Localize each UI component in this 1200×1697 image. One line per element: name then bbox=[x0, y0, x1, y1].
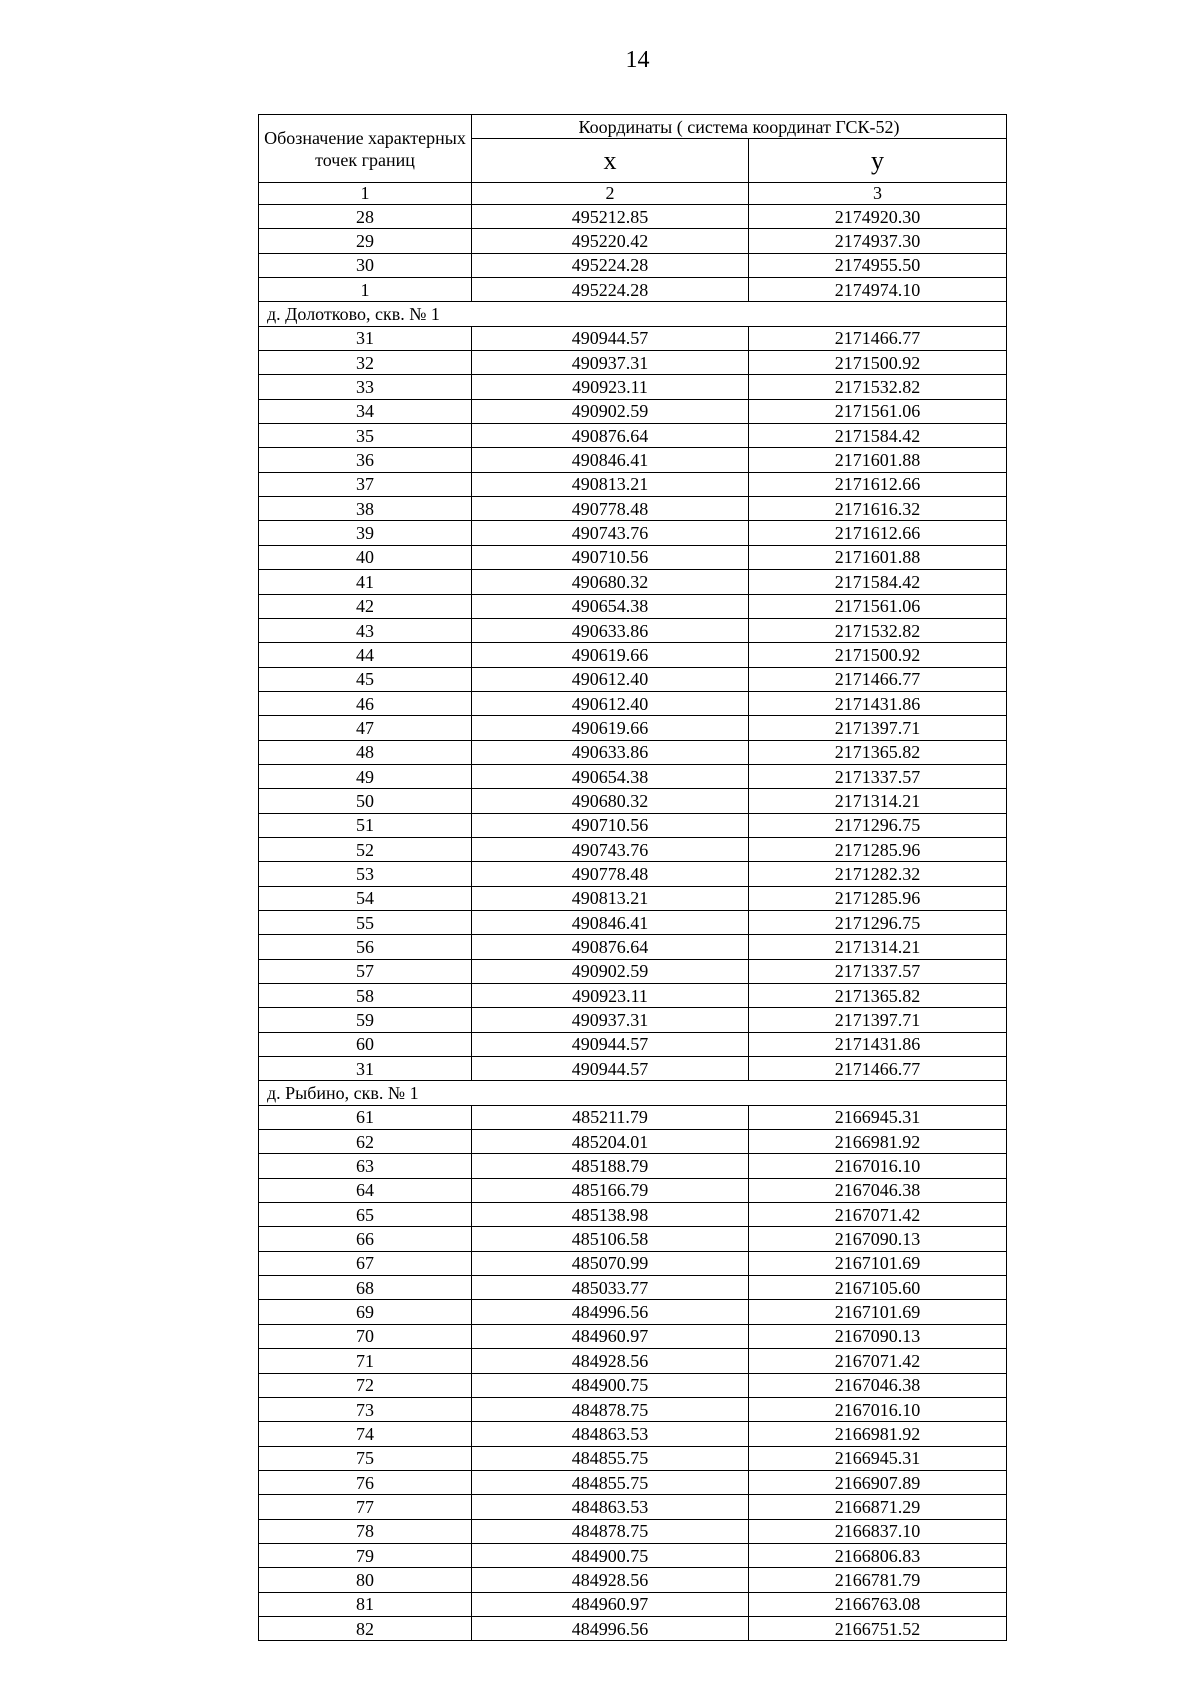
x-coordinate-cell: 490902.59 bbox=[472, 959, 749, 983]
x-coordinate-cell: 490619.66 bbox=[472, 643, 749, 667]
table-row bbox=[259, 1373, 1007, 1397]
point-id-cell: 32 bbox=[259, 351, 472, 375]
x-coordinate-cell: 485106.58 bbox=[472, 1227, 749, 1251]
table-row bbox=[259, 910, 1007, 934]
point-id-cell: 56 bbox=[259, 935, 472, 959]
x-coordinate-cell: 490680.32 bbox=[472, 570, 749, 594]
y-coordinate-cell: 2167090.13 bbox=[749, 1324, 1007, 1348]
x-coordinate-cell: 490876.64 bbox=[472, 935, 749, 959]
point-id-cell: 49 bbox=[259, 764, 472, 788]
y-coordinate-cell: 2167101.69 bbox=[749, 1251, 1007, 1275]
table-row bbox=[259, 1105, 1007, 1129]
section-row bbox=[259, 302, 1007, 326]
header-y: y bbox=[749, 139, 1007, 183]
y-coordinate-cell: 2171616.32 bbox=[749, 497, 1007, 521]
x-coordinate-cell: 490633.86 bbox=[472, 740, 749, 764]
table-row bbox=[259, 594, 1007, 618]
x-coordinate-cell: 484855.75 bbox=[472, 1470, 749, 1494]
x-coordinate-cell: 485166.79 bbox=[472, 1178, 749, 1202]
x-coordinate-cell: 484960.97 bbox=[472, 1324, 749, 1348]
y-coordinate-cell: 2171500.92 bbox=[749, 351, 1007, 375]
table-body bbox=[259, 205, 1007, 1641]
table-row bbox=[259, 253, 1007, 277]
x-coordinate-cell: 490937.31 bbox=[472, 1008, 749, 1032]
point-id-cell: 30 bbox=[259, 253, 472, 277]
y-coordinate-cell: 2171561.06 bbox=[749, 399, 1007, 423]
table-row bbox=[259, 643, 1007, 667]
column-number-3: 3 bbox=[749, 183, 1007, 205]
point-id-cell: 33 bbox=[259, 375, 472, 399]
section-row bbox=[259, 1081, 1007, 1105]
y-coordinate-cell: 2171466.77 bbox=[749, 1057, 1007, 1081]
x-coordinate-cell: 490944.57 bbox=[472, 1032, 749, 1056]
x-coordinate-cell: 484960.97 bbox=[472, 1592, 749, 1616]
table-row bbox=[259, 959, 1007, 983]
y-coordinate-cell: 2166981.92 bbox=[749, 1422, 1007, 1446]
x-coordinate-cell: 490846.41 bbox=[472, 910, 749, 934]
point-id-cell: 54 bbox=[259, 886, 472, 910]
x-coordinate-cell: 490846.41 bbox=[472, 448, 749, 472]
y-coordinate-cell: 2166907.89 bbox=[749, 1470, 1007, 1494]
x-coordinate-cell: 485138.98 bbox=[472, 1203, 749, 1227]
table-row bbox=[259, 448, 1007, 472]
table-row bbox=[259, 691, 1007, 715]
y-coordinate-cell: 2167016.10 bbox=[749, 1154, 1007, 1178]
point-id-cell: 38 bbox=[259, 497, 472, 521]
x-coordinate-cell: 484900.75 bbox=[472, 1543, 749, 1567]
y-coordinate-cell: 2171365.82 bbox=[749, 984, 1007, 1008]
point-id-cell: 47 bbox=[259, 716, 472, 740]
table-row bbox=[259, 278, 1007, 302]
table-row bbox=[259, 740, 1007, 764]
table-row bbox=[259, 618, 1007, 642]
x-coordinate-cell: 485033.77 bbox=[472, 1276, 749, 1300]
x-coordinate-cell: 490944.57 bbox=[472, 1057, 749, 1081]
page-number: 14 bbox=[625, 47, 650, 73]
y-coordinate-cell: 2171282.32 bbox=[749, 862, 1007, 886]
y-coordinate-cell: 2174937.30 bbox=[749, 229, 1007, 253]
x-coordinate-cell: 484863.53 bbox=[472, 1422, 749, 1446]
x-coordinate-cell: 490710.56 bbox=[472, 813, 749, 837]
point-id-cell: 35 bbox=[259, 424, 472, 448]
y-coordinate-cell: 2171397.71 bbox=[749, 716, 1007, 740]
x-coordinate-cell: 490743.76 bbox=[472, 837, 749, 861]
point-id-cell: 29 bbox=[259, 229, 472, 253]
table-row bbox=[259, 1032, 1007, 1056]
table-row bbox=[259, 1349, 1007, 1373]
y-coordinate-cell: 2171466.77 bbox=[749, 667, 1007, 691]
table-row bbox=[259, 1203, 1007, 1227]
y-coordinate-cell: 2171584.42 bbox=[749, 424, 1007, 448]
table-row bbox=[259, 205, 1007, 229]
point-id-cell: 42 bbox=[259, 594, 472, 618]
point-id-cell: 57 bbox=[259, 959, 472, 983]
y-coordinate-cell: 2174955.50 bbox=[749, 253, 1007, 277]
point-id-cell: 78 bbox=[259, 1519, 472, 1543]
point-id-cell: 43 bbox=[259, 618, 472, 642]
table-row bbox=[259, 1300, 1007, 1324]
y-coordinate-cell: 2171314.21 bbox=[749, 935, 1007, 959]
x-coordinate-cell: 490944.57 bbox=[472, 326, 749, 350]
point-id-cell: 44 bbox=[259, 643, 472, 667]
x-coordinate-cell: 485204.01 bbox=[472, 1130, 749, 1154]
point-id-cell: 50 bbox=[259, 789, 472, 813]
table-row bbox=[259, 1422, 1007, 1446]
table-row bbox=[259, 1154, 1007, 1178]
x-coordinate-cell: 490876.64 bbox=[472, 424, 749, 448]
point-id-cell: 51 bbox=[259, 813, 472, 837]
point-id-cell: 81 bbox=[259, 1592, 472, 1616]
x-coordinate-cell: 485070.99 bbox=[472, 1251, 749, 1275]
y-coordinate-cell: 2167101.69 bbox=[749, 1300, 1007, 1324]
y-coordinate-cell: 2171601.88 bbox=[749, 545, 1007, 569]
point-id-cell: 63 bbox=[259, 1154, 472, 1178]
x-coordinate-cell: 490654.38 bbox=[472, 764, 749, 788]
table-row bbox=[259, 935, 1007, 959]
y-coordinate-cell: 2166837.10 bbox=[749, 1519, 1007, 1543]
section-title: д. Рыбино, скв. № 1 bbox=[259, 1081, 1007, 1105]
x-coordinate-cell: 495212.85 bbox=[472, 205, 749, 229]
x-coordinate-cell: 490778.48 bbox=[472, 497, 749, 521]
x-coordinate-cell: 485188.79 bbox=[472, 1154, 749, 1178]
y-coordinate-cell: 2167016.10 bbox=[749, 1397, 1007, 1421]
point-id-cell: 71 bbox=[259, 1349, 472, 1373]
y-coordinate-cell: 2166781.79 bbox=[749, 1568, 1007, 1592]
point-id-cell: 1 bbox=[259, 278, 472, 302]
point-id-cell: 45 bbox=[259, 667, 472, 691]
table-row bbox=[259, 862, 1007, 886]
coordinates-table bbox=[258, 114, 1007, 1641]
point-id-cell: 65 bbox=[259, 1203, 472, 1227]
point-id-cell: 69 bbox=[259, 1300, 472, 1324]
table-row bbox=[259, 521, 1007, 545]
x-coordinate-cell: 490654.38 bbox=[472, 594, 749, 618]
y-coordinate-cell: 2171584.42 bbox=[749, 570, 1007, 594]
section-title: д. Долотково, скв. № 1 bbox=[259, 302, 1007, 326]
x-coordinate-cell: 484996.56 bbox=[472, 1300, 749, 1324]
x-coordinate-cell: 490680.32 bbox=[472, 789, 749, 813]
x-coordinate-cell: 484878.75 bbox=[472, 1397, 749, 1421]
point-id-cell: 46 bbox=[259, 691, 472, 715]
x-coordinate-cell: 485211.79 bbox=[472, 1105, 749, 1129]
column-number-2: 2 bbox=[472, 183, 749, 205]
table-row bbox=[259, 1324, 1007, 1348]
x-coordinate-cell: 495224.28 bbox=[472, 253, 749, 277]
header-coordinates: Координаты ( система координат ГСК-52) bbox=[472, 115, 1007, 139]
point-id-cell: 67 bbox=[259, 1251, 472, 1275]
point-id-cell: 41 bbox=[259, 570, 472, 594]
x-coordinate-cell: 484928.56 bbox=[472, 1349, 749, 1373]
table-row bbox=[259, 472, 1007, 496]
table-row bbox=[259, 1130, 1007, 1154]
point-id-cell: 39 bbox=[259, 521, 472, 545]
y-coordinate-cell: 2166871.29 bbox=[749, 1495, 1007, 1519]
point-id-cell: 58 bbox=[259, 984, 472, 1008]
point-id-cell: 36 bbox=[259, 448, 472, 472]
x-coordinate-cell: 490902.59 bbox=[472, 399, 749, 423]
point-id-cell: 34 bbox=[259, 399, 472, 423]
point-id-cell: 79 bbox=[259, 1543, 472, 1567]
x-coordinate-cell: 495220.42 bbox=[472, 229, 749, 253]
y-coordinate-cell: 2171561.06 bbox=[749, 594, 1007, 618]
y-coordinate-cell: 2167046.38 bbox=[749, 1373, 1007, 1397]
point-id-cell: 40 bbox=[259, 545, 472, 569]
y-coordinate-cell: 2171532.82 bbox=[749, 618, 1007, 642]
y-coordinate-cell: 2174920.30 bbox=[749, 205, 1007, 229]
point-id-cell: 68 bbox=[259, 1276, 472, 1300]
x-coordinate-cell: 495224.28 bbox=[472, 278, 749, 302]
x-coordinate-cell: 484900.75 bbox=[472, 1373, 749, 1397]
point-id-cell: 80 bbox=[259, 1568, 472, 1592]
y-coordinate-cell: 2171612.66 bbox=[749, 521, 1007, 545]
y-coordinate-cell: 2167090.13 bbox=[749, 1227, 1007, 1251]
point-id-cell: 64 bbox=[259, 1178, 472, 1202]
y-coordinate-cell: 2171500.92 bbox=[749, 643, 1007, 667]
y-coordinate-cell: 2167046.38 bbox=[749, 1178, 1007, 1202]
x-coordinate-cell: 490937.31 bbox=[472, 351, 749, 375]
table-row bbox=[259, 326, 1007, 350]
y-coordinate-cell: 2171296.75 bbox=[749, 910, 1007, 934]
y-coordinate-cell: 2171532.82 bbox=[749, 375, 1007, 399]
y-coordinate-cell: 2167071.42 bbox=[749, 1203, 1007, 1227]
column-number-1: 1 bbox=[259, 183, 472, 205]
y-coordinate-cell: 2166763.08 bbox=[749, 1592, 1007, 1616]
point-id-cell: 55 bbox=[259, 910, 472, 934]
point-id-cell: 75 bbox=[259, 1446, 472, 1470]
y-coordinate-cell: 2171285.96 bbox=[749, 837, 1007, 861]
header-point-designation: Обозначение характерных точек границ bbox=[259, 115, 472, 183]
x-coordinate-cell: 490612.40 bbox=[472, 691, 749, 715]
header-x: x bbox=[472, 139, 749, 183]
point-id-cell: 66 bbox=[259, 1227, 472, 1251]
y-coordinate-cell: 2166981.92 bbox=[749, 1130, 1007, 1154]
table-row bbox=[259, 229, 1007, 253]
table-row bbox=[259, 399, 1007, 423]
x-coordinate-cell: 484855.75 bbox=[472, 1446, 749, 1470]
table-row bbox=[259, 1616, 1007, 1640]
table-row bbox=[259, 789, 1007, 813]
table-row bbox=[259, 1470, 1007, 1494]
y-coordinate-cell: 2167071.42 bbox=[749, 1349, 1007, 1373]
x-coordinate-cell: 484996.56 bbox=[472, 1616, 749, 1640]
table-row bbox=[259, 545, 1007, 569]
table-row bbox=[259, 1446, 1007, 1470]
y-coordinate-cell: 2171397.71 bbox=[749, 1008, 1007, 1032]
point-id-cell: 31 bbox=[259, 326, 472, 350]
table-row bbox=[259, 351, 1007, 375]
point-id-cell: 53 bbox=[259, 862, 472, 886]
table-row bbox=[259, 1276, 1007, 1300]
y-coordinate-cell: 2166806.83 bbox=[749, 1543, 1007, 1567]
point-id-cell: 37 bbox=[259, 472, 472, 496]
table-row bbox=[259, 1251, 1007, 1275]
table-row bbox=[259, 716, 1007, 740]
x-coordinate-cell: 484863.53 bbox=[472, 1495, 749, 1519]
table-row bbox=[259, 1008, 1007, 1032]
point-id-cell: 74 bbox=[259, 1422, 472, 1446]
table-row bbox=[259, 497, 1007, 521]
x-coordinate-cell: 490923.11 bbox=[472, 375, 749, 399]
table-row bbox=[259, 764, 1007, 788]
y-coordinate-cell: 2166751.52 bbox=[749, 1616, 1007, 1640]
point-id-cell: 59 bbox=[259, 1008, 472, 1032]
y-coordinate-cell: 2171466.77 bbox=[749, 326, 1007, 350]
table-row bbox=[259, 886, 1007, 910]
x-coordinate-cell: 490813.21 bbox=[472, 886, 749, 910]
table-row bbox=[259, 1519, 1007, 1543]
x-coordinate-cell: 490710.56 bbox=[472, 545, 749, 569]
y-coordinate-cell: 2171365.82 bbox=[749, 740, 1007, 764]
point-id-cell: 62 bbox=[259, 1130, 472, 1154]
x-coordinate-cell: 490813.21 bbox=[472, 472, 749, 496]
y-coordinate-cell: 2174974.10 bbox=[749, 278, 1007, 302]
y-coordinate-cell: 2166945.31 bbox=[749, 1105, 1007, 1129]
table-row bbox=[259, 375, 1007, 399]
point-id-cell: 77 bbox=[259, 1495, 472, 1519]
point-id-cell: 60 bbox=[259, 1032, 472, 1056]
x-coordinate-cell: 490743.76 bbox=[472, 521, 749, 545]
point-id-cell: 70 bbox=[259, 1324, 472, 1348]
y-coordinate-cell: 2166945.31 bbox=[749, 1446, 1007, 1470]
point-id-cell: 52 bbox=[259, 837, 472, 861]
y-coordinate-cell: 2171337.57 bbox=[749, 764, 1007, 788]
y-coordinate-cell: 2171296.75 bbox=[749, 813, 1007, 837]
point-id-cell: 61 bbox=[259, 1105, 472, 1129]
y-coordinate-cell: 2171337.57 bbox=[749, 959, 1007, 983]
table-row bbox=[259, 984, 1007, 1008]
point-id-cell: 82 bbox=[259, 1616, 472, 1640]
x-coordinate-cell: 484928.56 bbox=[472, 1568, 749, 1592]
table-row bbox=[259, 1178, 1007, 1202]
table-row bbox=[259, 813, 1007, 837]
point-id-cell: 76 bbox=[259, 1470, 472, 1494]
point-id-cell: 72 bbox=[259, 1373, 472, 1397]
x-coordinate-cell: 490633.86 bbox=[472, 618, 749, 642]
x-coordinate-cell: 490778.48 bbox=[472, 862, 749, 886]
table-row bbox=[259, 1057, 1007, 1081]
table-row bbox=[259, 1397, 1007, 1421]
table-row bbox=[259, 1592, 1007, 1616]
point-id-cell: 48 bbox=[259, 740, 472, 764]
y-coordinate-cell: 2171431.86 bbox=[749, 1032, 1007, 1056]
point-id-cell: 28 bbox=[259, 205, 472, 229]
x-coordinate-cell: 490612.40 bbox=[472, 667, 749, 691]
y-coordinate-cell: 2171285.96 bbox=[749, 886, 1007, 910]
y-coordinate-cell: 2171612.66 bbox=[749, 472, 1007, 496]
table-row bbox=[259, 424, 1007, 448]
table-row bbox=[259, 1568, 1007, 1592]
x-coordinate-cell: 484878.75 bbox=[472, 1519, 749, 1543]
table-row bbox=[259, 667, 1007, 691]
point-id-cell: 31 bbox=[259, 1057, 472, 1081]
table-row bbox=[259, 570, 1007, 594]
table-row bbox=[259, 837, 1007, 861]
table-row bbox=[259, 1543, 1007, 1567]
table-row bbox=[259, 1495, 1007, 1519]
point-id-cell: 73 bbox=[259, 1397, 472, 1421]
y-coordinate-cell: 2171314.21 bbox=[749, 789, 1007, 813]
x-coordinate-cell: 490619.66 bbox=[472, 716, 749, 740]
y-coordinate-cell: 2171601.88 bbox=[749, 448, 1007, 472]
x-coordinate-cell: 490923.11 bbox=[472, 984, 749, 1008]
y-coordinate-cell: 2167105.60 bbox=[749, 1276, 1007, 1300]
y-coordinate-cell: 2171431.86 bbox=[749, 691, 1007, 715]
table-row bbox=[259, 1227, 1007, 1251]
